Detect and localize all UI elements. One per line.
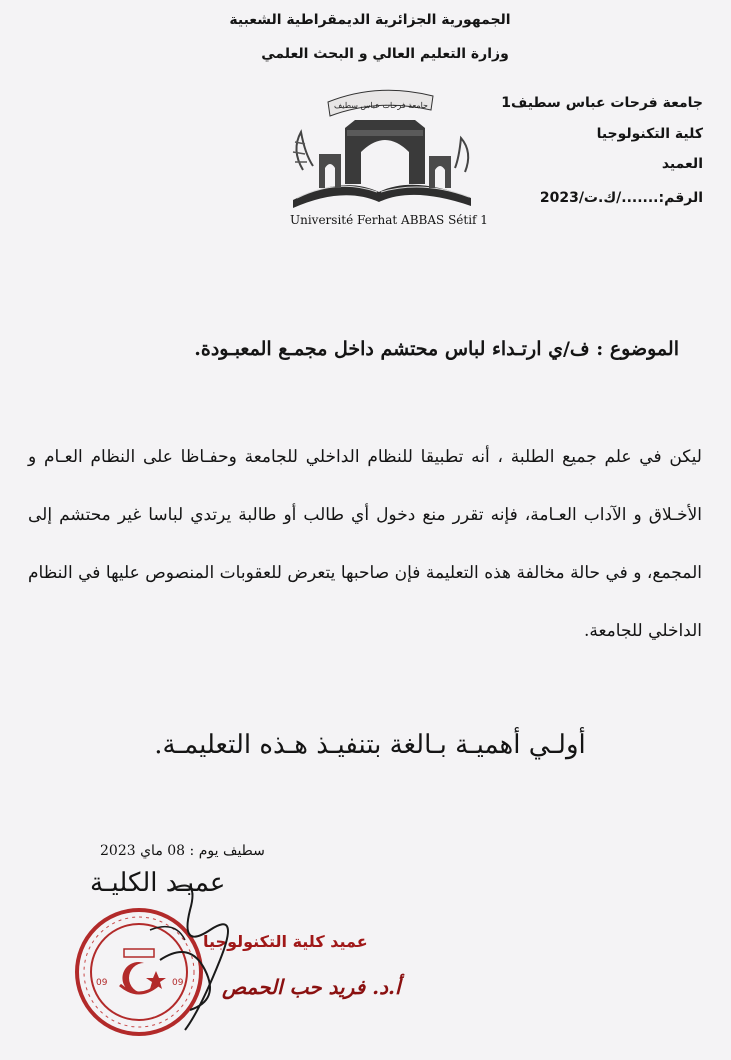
- date-line: سطيف يوم : 08 ماي 2023: [100, 843, 265, 859]
- ministry-header: وزارة التعليم العالي و البحث العلمي: [261, 46, 509, 62]
- university-logo: [283, 80, 475, 215]
- closing-line: أولـي أهميـة بـالغة بتنفيـذ هـذه التعليمـة.: [154, 730, 586, 760]
- stamp-dean-name: أ.د. فريد حب الحمص: [222, 975, 401, 999]
- faculty-name: كلية التكنولوجيا: [596, 126, 703, 142]
- subject-line: الموضوع : ف/ي ارتـداء لباس محتشم داخل مجمـع المعبـودة.: [194, 338, 679, 360]
- republic-header: الجمهورية الجزائرية الديمقراطية الشعبية: [229, 12, 511, 28]
- dean-label: العميد: [661, 156, 703, 172]
- svg-text:09: 09: [172, 978, 184, 988]
- logo-banner-text: جامعة فرحات عباس سطيف: [334, 101, 428, 110]
- reference-number: الرقم:......./ك.ت/2023: [539, 190, 703, 206]
- signature-title: عميـد الكليـة: [90, 868, 226, 898]
- svg-text:09: 09: [96, 978, 108, 988]
- handwritten-signature-icon: [130, 870, 260, 1040]
- university-name: جامعة فرحات عباس سطيف1: [501, 95, 703, 111]
- logo-caption: Université Ferhat ABBAS Sétif 1: [290, 213, 488, 227]
- body-paragraph: ليكن في علم جميع الطلبة ، أنه تطبيقا للنظام الداخلي للجامعة وحفـاظا على النظام العـام و الأخـلاق و الآداب العـامة، فإنه تقرر منع دخول أي طالب أو طالبة يرتدي لباسا غير محتشم إلى المجمع، و في حالة مخالفة هذه التعليمة فإن صاحبها يتعرض للعقوبات المنصوص عليها في النظام الداخلي للجامعة.: [28, 447, 702, 641]
- stamp-dean-title: عميد كلية التكنولوجيا: [203, 932, 368, 951]
